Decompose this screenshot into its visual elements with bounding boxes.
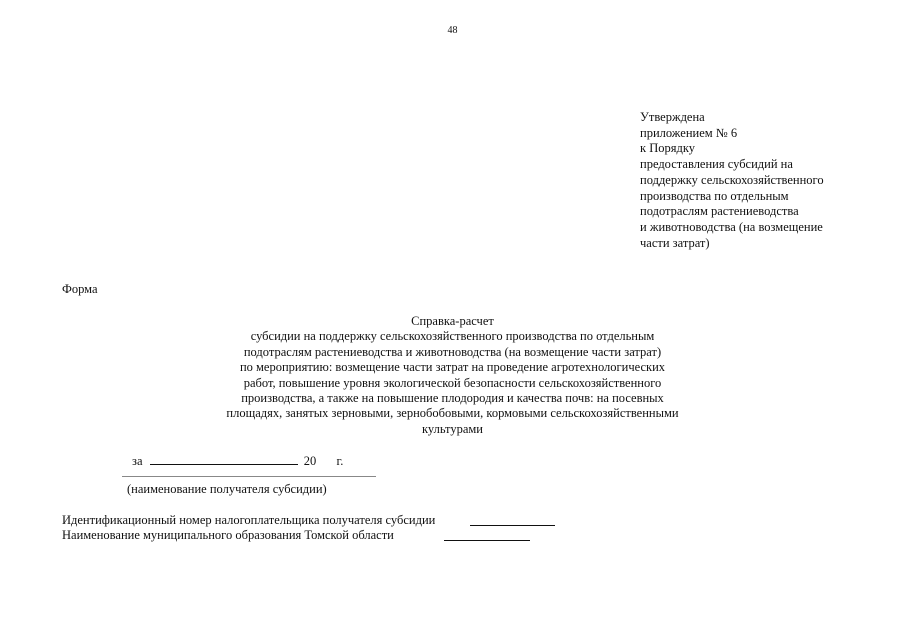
recipient-name-field[interactable]	[122, 476, 376, 477]
approval-stamp	[640, 110, 900, 251]
period-date-field[interactable]	[150, 452, 298, 465]
approval-line: Утверждена	[640, 110, 705, 124]
approval-line: и животноводства (на возмещение	[640, 219, 823, 234]
approval-line: подотраслям растениеводства	[640, 204, 799, 219]
approval-line: к Порядку	[640, 141, 695, 156]
page-number: 48	[447, 25, 458, 36]
approval-line: приложением № 6	[640, 125, 738, 140]
title-line: по мероприятию: возмещение части затрат на проведение агротехнологических	[239, 360, 666, 375]
inn-label: Идентификационный номер налогоплательщика получателя субсидии	[62, 513, 436, 527]
recipient-caption: (наименование получателя субсидии)	[127, 482, 327, 496]
municipality-field[interactable]	[444, 540, 530, 541]
approval-line: производства по отдельным	[640, 188, 789, 203]
title-line: субсидии на поддержку сельскохозяйственного производства по отдельным	[250, 329, 655, 344]
approval-line: части затрат)	[640, 235, 710, 250]
inn-field[interactable]	[470, 525, 555, 526]
municipality-label: Наименование муниципального образования Томской области	[62, 528, 394, 542]
period-year-suffix: г.	[336, 454, 344, 468]
title-line: подотраслям растениеводства и животноводства (на возмещение части затрат)	[243, 344, 662, 359]
approval-line: поддержку сельскохозяйственного	[640, 172, 824, 187]
approval-line: предоставления субсидий на	[640, 157, 793, 172]
title-line: Справка-расчет	[411, 314, 494, 328]
inn-row	[62, 513, 435, 528]
municipality-row	[62, 528, 394, 543]
period-prefix: за	[132, 454, 143, 468]
title-line: производства, а также на повышение плодородия и качества почв: на посевных	[241, 391, 664, 406]
document-title	[140, 314, 765, 437]
title-line: работ, повышение уровня экологической безопасности сельскохозяйственного	[243, 375, 662, 390]
form-label: Форма	[62, 282, 98, 296]
title-line: площадях, занятых зерновыми, зернобобовыми, кормовыми сельскохозяйственными	[226, 406, 679, 421]
period-line	[132, 452, 343, 469]
title-line: культурами	[421, 421, 483, 436]
period-year-prefix: 20	[303, 454, 317, 468]
